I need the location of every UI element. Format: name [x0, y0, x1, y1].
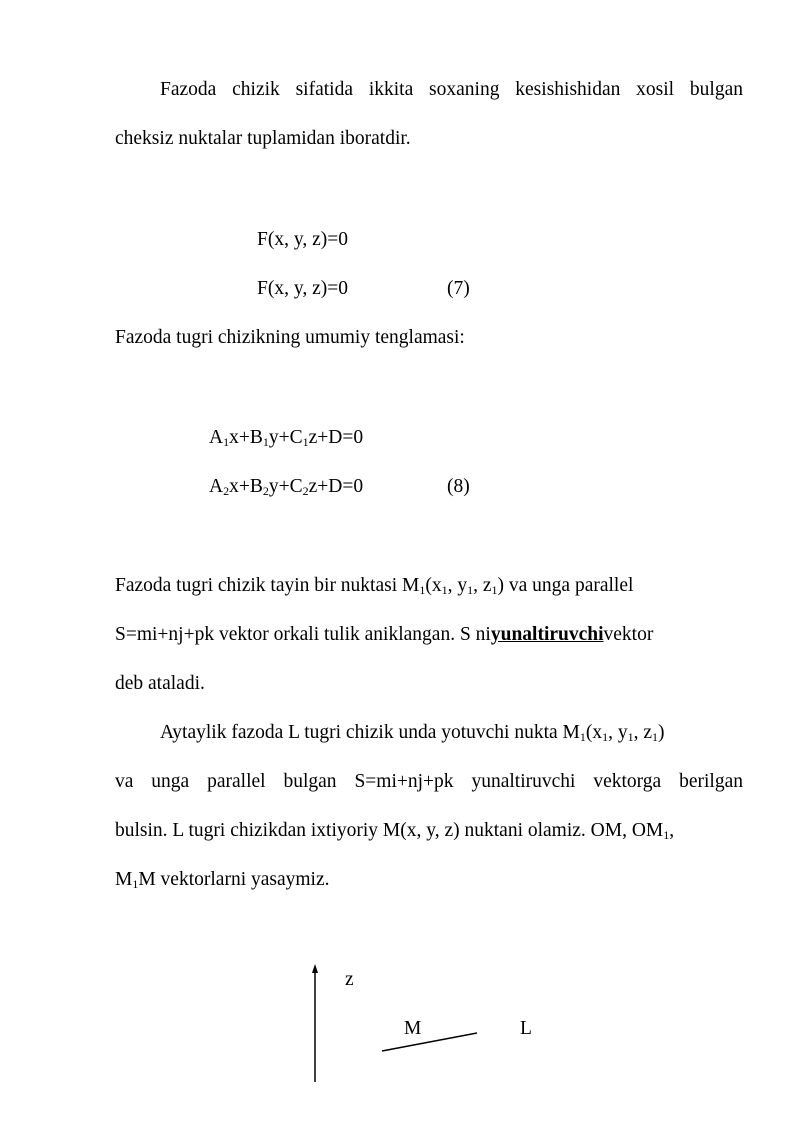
z-axis-label: z: [345, 969, 354, 990]
para2-line2: S=mi+nj+pk vektor orkali tulik aniklangan. S niyunaltiruvchivektor: [115, 624, 654, 645]
point-m-label: M: [404, 1018, 422, 1039]
system8-number: (8): [447, 476, 470, 497]
line-l: [382, 1033, 477, 1051]
para3-line2: va unga parallel bulgan S=mi+nj+pk yunaltiruvchi vektorga berilgan: [115, 771, 743, 792]
system7-eq2: F(x, y, z)=0: [257, 278, 348, 299]
general-equation-heading: Fazoda tugri chizikning umumiy tenglamasi:: [115, 327, 465, 348]
para2-line1: Fazoda tugri chizik tayin bir nuktasi $M_1(x_1$, $y_1$, $z_1$) va unga parallel: [115, 575, 634, 597]
system8-eq1: $A_1x+B_1y+C_1z+D=0$: [209, 427, 364, 449]
system7-eq1: F(x, y, z)=0: [257, 229, 348, 250]
para2-line3: deb ataladi.: [115, 673, 205, 694]
system8-eq2: $A_2x+B_2y+C_2z+D=0$: [209, 476, 364, 498]
term-yunaltiruvchi: yunaltiruvchi: [490, 624, 604, 645]
line-l-label: L: [520, 1018, 532, 1039]
para3-line3: bulsin. L tugri chizikdan ixtiyoriy M(x, y, z) nuktani olamiz. OM, $OM_1$,: [115, 820, 675, 842]
z-axis-arrowhead: [312, 964, 318, 973]
system7-number: (7): [447, 278, 470, 299]
para1-line2: cheksiz nuktalar tuplamidan iboratdir.: [115, 128, 411, 149]
para3-line1: Aytaylik fazoda L tugri chizik unda yotuvchi nukta $M_1(x_1$, $y_1$, $z_1$): [160, 722, 665, 744]
para3-line4: $M_1M$ vektorlarni yasaymiz.: [115, 869, 330, 891]
para1-line1: Fazoda chizik sifatida ikkita soxaning kesishishidan xosil bulgan: [160, 79, 743, 100]
